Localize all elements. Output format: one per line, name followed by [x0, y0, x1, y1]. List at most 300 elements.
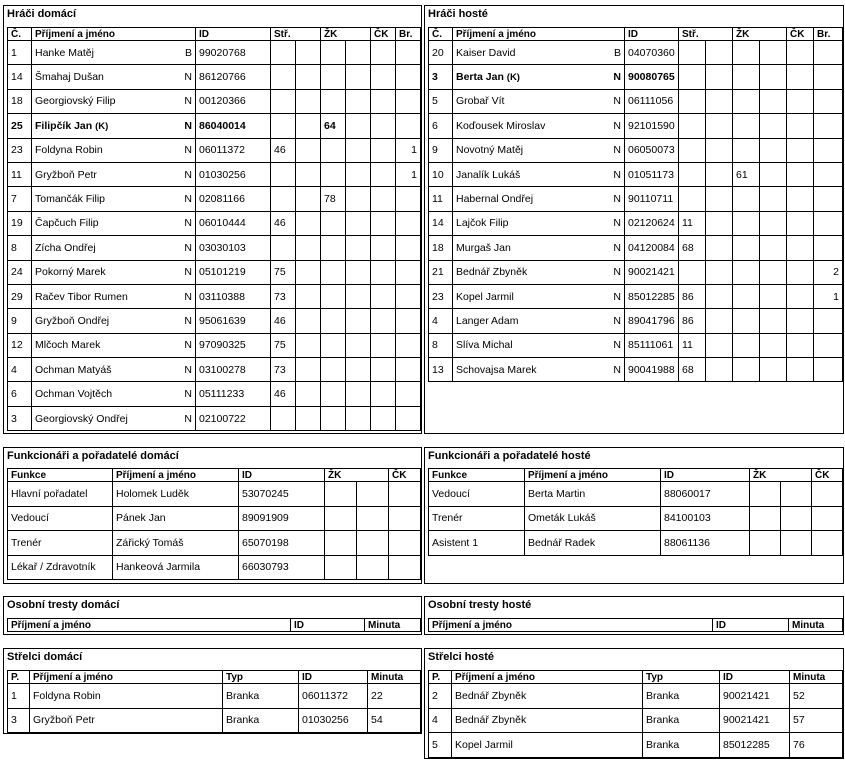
goals-count — [814, 89, 843, 113]
col-p: P. — [8, 671, 30, 684]
official-id: 65070198 — [239, 531, 325, 556]
table-header-row — [8, 28, 421, 41]
red-card-minute — [787, 65, 814, 89]
players-home-section — [3, 5, 422, 434]
table-row — [8, 138, 421, 162]
section-title: Osobní tresty domácí — [7, 599, 120, 611]
goals-count — [814, 41, 843, 65]
player-name — [32, 382, 196, 406]
col-id: ID — [720, 671, 790, 684]
table-row — [8, 260, 421, 284]
goals-count — [814, 138, 843, 162]
substitution-minute — [679, 89, 706, 113]
red-card-minute — [787, 138, 814, 162]
col-str: Stř. — [679, 28, 733, 41]
goals-count — [814, 65, 843, 89]
yellow-card-minute — [321, 333, 346, 357]
table-row — [429, 260, 843, 284]
col-zk: ŽK — [325, 469, 389, 482]
col-id: ID — [713, 619, 789, 632]
table-row — [8, 708, 421, 733]
yellow-card-extra — [346, 65, 371, 89]
table-row — [8, 482, 421, 507]
player-flag: N — [184, 388, 192, 401]
player-name — [32, 236, 196, 260]
player-number: 10 — [429, 162, 453, 186]
captain-badge: (K) — [95, 120, 109, 132]
yellow-card-extra — [346, 41, 371, 65]
table-row — [8, 187, 421, 211]
player-name-value: Kaiser David — [456, 46, 516, 59]
col-id: ID — [239, 469, 325, 482]
player-id: 90080765 — [625, 65, 679, 89]
col-minute: Minuta — [365, 619, 421, 632]
yellow-card-extra — [760, 309, 787, 333]
col-ck: ČK — [812, 469, 843, 482]
player-number: 21 — [429, 260, 453, 284]
yellow-card-extra — [346, 382, 371, 406]
col-str: Stř. — [271, 28, 321, 41]
player-id: 97090325 — [196, 333, 271, 357]
yellow-card-minute — [750, 506, 781, 531]
player-number: 12 — [8, 333, 32, 357]
player-number: 29 — [8, 284, 32, 308]
goal-order: 3 — [8, 708, 30, 733]
player-id: 05111233 — [196, 382, 271, 406]
col-ck: ČK — [389, 469, 421, 482]
substitution-extra — [706, 284, 733, 308]
player-name-text — [456, 120, 545, 132]
yellow-card-extra — [346, 89, 371, 113]
goals-count — [396, 211, 421, 235]
officials-away-section — [424, 447, 844, 584]
table-row — [429, 284, 843, 308]
substitution-minute — [679, 138, 706, 162]
table-row — [429, 162, 843, 186]
player-name-text — [35, 388, 112, 400]
table-row — [429, 708, 843, 733]
col-minute: Minuta — [790, 671, 843, 684]
player-number: 8 — [8, 236, 32, 260]
red-card-minute — [812, 531, 843, 556]
player-id: 01030256 — [196, 162, 271, 186]
player-number: 1 — [8, 41, 32, 65]
official-id: 84100103 — [661, 506, 750, 531]
col-name: Příjmení a jméno — [525, 469, 661, 482]
yellow-card-minute — [321, 65, 346, 89]
player-name — [453, 284, 625, 308]
player-number: 7 — [8, 187, 32, 211]
player-name-text — [456, 364, 537, 376]
player-name — [32, 138, 196, 162]
red-card-minute — [787, 333, 814, 357]
yellow-card-extra — [346, 114, 371, 138]
table-row — [8, 333, 421, 357]
yellow-card-extra — [357, 531, 389, 556]
player-name-text — [35, 242, 96, 254]
goals-count — [814, 114, 843, 138]
yellow-card-minute — [733, 89, 760, 113]
player-id: 06010444 — [196, 211, 271, 235]
player-name-text — [35, 47, 94, 59]
penalties-home-section — [3, 596, 422, 635]
col-id: ID — [291, 619, 365, 632]
player-name-text — [35, 217, 99, 229]
player-name-text — [35, 120, 108, 132]
yellow-card-extra — [346, 260, 371, 284]
col-name: Příjmení a jméno — [113, 469, 239, 482]
official-role: Trenér — [8, 531, 113, 556]
goal-type: Branka — [643, 684, 720, 709]
player-flag: N — [184, 339, 192, 352]
player-name — [32, 284, 196, 308]
official-id: 88060017 — [661, 482, 750, 507]
player-id: 04070360 — [625, 41, 679, 65]
player-flag: N — [184, 168, 192, 181]
scorer-id: 01030256 — [299, 708, 368, 733]
player-name-text — [456, 169, 520, 181]
player-flag: N — [613, 193, 621, 206]
col-br: Br. — [814, 28, 843, 41]
table-row — [429, 41, 843, 65]
yellow-card-extra — [760, 333, 787, 357]
yellow-card-extra — [346, 211, 371, 235]
substitution-minute — [271, 41, 296, 65]
table-row — [8, 162, 421, 186]
substitution-extra — [296, 41, 321, 65]
player-name-value: Gryžboň Ondřej — [35, 314, 110, 327]
yellow-card-extra — [346, 333, 371, 357]
red-card-minute — [787, 358, 814, 382]
player-name-text — [456, 315, 518, 327]
yellow-card-extra — [760, 236, 787, 260]
player-name-value: Zícha Ondřej — [35, 241, 96, 254]
table-row — [429, 211, 843, 235]
yellow-card-minute — [321, 211, 346, 235]
penalties-away-table — [428, 618, 843, 632]
player-id: 02120624 — [625, 211, 679, 235]
yellow-card-extra — [760, 358, 787, 382]
player-name-text — [35, 266, 106, 278]
yellow-card-minute — [733, 114, 760, 138]
player-name-value: Berta Jan — [456, 71, 504, 84]
red-card-minute — [371, 138, 396, 162]
goal-order: 4 — [429, 708, 452, 733]
official-role: Lékař / Zdravotník — [8, 555, 113, 580]
substitution-extra — [296, 333, 321, 357]
red-card-minute — [371, 236, 396, 260]
table-header-row — [429, 28, 843, 41]
col-id: ID — [625, 28, 679, 41]
player-name-value: Mlčoch Marek — [35, 339, 101, 352]
official-role: Asistent 1 — [429, 531, 525, 556]
player-name — [32, 89, 196, 113]
officials-away-table — [428, 468, 843, 556]
yellow-card-extra — [781, 506, 812, 531]
yellow-card-minute — [733, 65, 760, 89]
player-flag: N — [613, 314, 621, 327]
substitution-minute: 68 — [679, 236, 706, 260]
substitution-extra — [706, 236, 733, 260]
yellow-card-minute — [321, 284, 346, 308]
player-name-value: Račev Tibor Rumen — [35, 290, 128, 303]
yellow-card-minute — [750, 482, 781, 507]
player-name — [453, 333, 625, 357]
player-number: 18 — [8, 89, 32, 113]
yellow-card-extra — [760, 211, 787, 235]
player-name-value: Gryžboň Petr — [35, 168, 97, 181]
player-name — [453, 138, 625, 162]
col-name: Příjmení a jméno — [429, 619, 713, 632]
table-row — [8, 358, 421, 382]
player-name-value: Schovajsa Marek — [456, 363, 537, 376]
col-minute: Minuta — [368, 671, 421, 684]
yellow-card-extra — [760, 284, 787, 308]
official-role: Vedoucí — [429, 482, 525, 507]
substitution-minute: 46 — [271, 382, 296, 406]
substitution-minute: 75 — [271, 333, 296, 357]
yellow-card-extra — [346, 309, 371, 333]
player-name — [32, 65, 196, 89]
player-flag: N — [613, 168, 621, 181]
player-flag: B — [184, 46, 192, 59]
player-name-text — [35, 413, 128, 425]
player-name-value: Čapčuch Filip — [35, 217, 99, 230]
substitution-extra — [706, 65, 733, 89]
substitution-extra — [706, 41, 733, 65]
player-flag: N — [184, 144, 192, 157]
goals-count — [396, 65, 421, 89]
yellow-card-extra — [346, 162, 371, 186]
col-name: Příjmení a jméno — [453, 28, 625, 41]
player-flag: N — [184, 71, 192, 84]
official-role: Hlavní pořadatel — [8, 482, 113, 507]
table-row — [429, 187, 843, 211]
player-number: 6 — [8, 382, 32, 406]
red-card-minute — [812, 482, 843, 507]
player-number: 14 — [429, 211, 453, 235]
player-flag: N — [613, 144, 621, 157]
red-card-minute — [812, 506, 843, 531]
player-name — [32, 333, 196, 357]
col-name: Příjmení a jméno — [30, 671, 223, 684]
player-id: 85012285 — [625, 284, 679, 308]
yellow-card-minute: 64 — [321, 114, 346, 138]
player-number: 11 — [8, 162, 32, 186]
table-row — [429, 482, 843, 507]
player-name — [32, 309, 196, 333]
table-row — [8, 555, 421, 580]
goals-count — [814, 162, 843, 186]
red-card-minute — [371, 284, 396, 308]
yellow-card-minute — [750, 531, 781, 556]
player-flag: B — [613, 46, 621, 59]
table-row — [429, 89, 843, 113]
yellow-card-minute — [733, 309, 760, 333]
players-away-section — [424, 5, 844, 434]
substitution-minute — [679, 187, 706, 211]
red-card-minute — [371, 65, 396, 89]
goals-count — [814, 187, 843, 211]
player-name — [453, 260, 625, 284]
goals-count: 1 — [396, 138, 421, 162]
table-row — [429, 733, 843, 758]
substitution-minute: 46 — [271, 211, 296, 235]
table-row — [8, 406, 421, 430]
col-name: Příjmení a jméno — [32, 28, 196, 41]
yellow-card-extra — [781, 482, 812, 507]
player-name-text — [456, 95, 504, 107]
scorer-name: Bednář Zbyněk — [452, 708, 643, 733]
substitution-extra — [296, 284, 321, 308]
goals-count — [396, 114, 421, 138]
yellow-card-extra — [346, 284, 371, 308]
player-name-value: Foldyna Robin — [35, 144, 103, 157]
red-card-minute — [787, 309, 814, 333]
substitution-minute — [271, 114, 296, 138]
substitution-minute — [271, 89, 296, 113]
col-p: P. — [429, 671, 452, 684]
goals-count — [814, 211, 843, 235]
player-flag: N — [613, 217, 621, 230]
table-row — [429, 506, 843, 531]
table-row — [8, 284, 421, 308]
player-number: 24 — [8, 260, 32, 284]
official-role: Vedoucí — [8, 506, 113, 531]
yellow-card-minute — [321, 236, 346, 260]
player-id: 86040014 — [196, 114, 271, 138]
section-title: Osobní tresty hosté — [428, 599, 532, 611]
goal-minute: 76 — [790, 733, 843, 758]
yellow-card-minute — [321, 406, 346, 430]
substitution-extra — [296, 138, 321, 162]
player-id: 95061639 — [196, 309, 271, 333]
yellow-card-extra — [346, 187, 371, 211]
player-name — [453, 162, 625, 186]
scorers-away-table — [428, 670, 843, 758]
player-name-text — [456, 47, 516, 59]
yellow-card-minute — [321, 382, 346, 406]
player-id: 00120366 — [196, 89, 271, 113]
player-name-value: Ochman Matyáš — [35, 363, 112, 376]
player-name-text — [456, 193, 533, 205]
goal-type: Branka — [223, 684, 299, 709]
substitution-extra — [706, 89, 733, 113]
officials-home-table — [7, 468, 421, 580]
yellow-card-extra — [760, 162, 787, 186]
red-card-minute — [787, 236, 814, 260]
goal-type: Branka — [643, 733, 720, 758]
yellow-card-minute: 61 — [733, 162, 760, 186]
player-flag: N — [613, 363, 621, 376]
player-id: 05101219 — [196, 260, 271, 284]
official-id: 53070245 — [239, 482, 325, 507]
player-name — [453, 114, 625, 138]
substitution-extra — [706, 211, 733, 235]
player-id: 01051173 — [625, 162, 679, 186]
table-header-row — [429, 671, 843, 684]
player-id: 06011372 — [196, 138, 271, 162]
player-flag: N — [184, 193, 192, 206]
substitution-minute: 73 — [271, 358, 296, 382]
player-flag: N — [184, 314, 192, 327]
player-name-value: Murgaš Jan — [456, 241, 511, 254]
substitution-minute: 68 — [679, 358, 706, 382]
player-name-value: Pokorný Marek — [35, 266, 106, 279]
col-type: Typ — [643, 671, 720, 684]
scorer-id: 90021421 — [720, 708, 790, 733]
player-number: 18 — [429, 236, 453, 260]
player-name-text — [456, 71, 520, 83]
table-row — [8, 506, 421, 531]
goals-count — [814, 333, 843, 357]
substitution-extra — [296, 358, 321, 382]
yellow-card-extra — [357, 555, 389, 580]
red-card-minute — [389, 555, 421, 580]
player-name-text — [456, 266, 527, 278]
substitution-minute: 11 — [679, 333, 706, 357]
table-header-row — [8, 469, 421, 482]
official-name: Hankeová Jarmila — [113, 555, 239, 580]
player-id: 92101590 — [625, 114, 679, 138]
scorers-away-section — [424, 648, 844, 759]
player-name-value: Georgiovský Ondřej — [35, 412, 128, 425]
red-card-minute — [787, 41, 814, 65]
substitution-extra — [296, 187, 321, 211]
red-card-minute — [787, 211, 814, 235]
substitution-extra — [296, 236, 321, 260]
yellow-card-minute — [321, 358, 346, 382]
substitution-extra — [296, 162, 321, 186]
col-minute: Minuta — [789, 619, 843, 632]
substitution-minute: 86 — [679, 284, 706, 308]
player-name — [32, 41, 196, 65]
scorer-id: 90021421 — [720, 684, 790, 709]
player-name — [32, 162, 196, 186]
official-name: Holomek Luděk — [113, 482, 239, 507]
substitution-extra — [296, 309, 321, 333]
yellow-card-extra — [346, 406, 371, 430]
player-name — [32, 358, 196, 382]
goal-minute: 57 — [790, 708, 843, 733]
goal-type: Branka — [643, 708, 720, 733]
player-number: 11 — [429, 187, 453, 211]
official-id: 88061136 — [661, 531, 750, 556]
col-name: Příjmení a jméno — [8, 619, 291, 632]
player-id: 90041988 — [625, 358, 679, 382]
substitution-minute: 46 — [271, 138, 296, 162]
player-id: 89041796 — [625, 309, 679, 333]
scorer-name: Bednář Zbyněk — [452, 684, 643, 709]
table-row — [8, 114, 421, 138]
col-ck: ČK — [371, 28, 396, 41]
player-flag: N — [184, 217, 192, 230]
official-id: 66030793 — [239, 555, 325, 580]
player-flag: N — [613, 241, 621, 254]
player-flag: N — [613, 290, 621, 303]
player-number: 13 — [429, 358, 453, 382]
player-id: 86120766 — [196, 65, 271, 89]
section-title: Hráči hosté — [428, 8, 488, 20]
scorer-name: Foldyna Robin — [30, 684, 223, 709]
section-title: Střelci domácí — [7, 651, 83, 663]
red-card-minute — [371, 406, 396, 430]
goals-count: 1 — [396, 162, 421, 186]
goals-count — [396, 236, 421, 260]
player-id: 02100722 — [196, 406, 271, 430]
player-id: 90110711 — [625, 187, 679, 211]
yellow-card-minute — [325, 506, 357, 531]
